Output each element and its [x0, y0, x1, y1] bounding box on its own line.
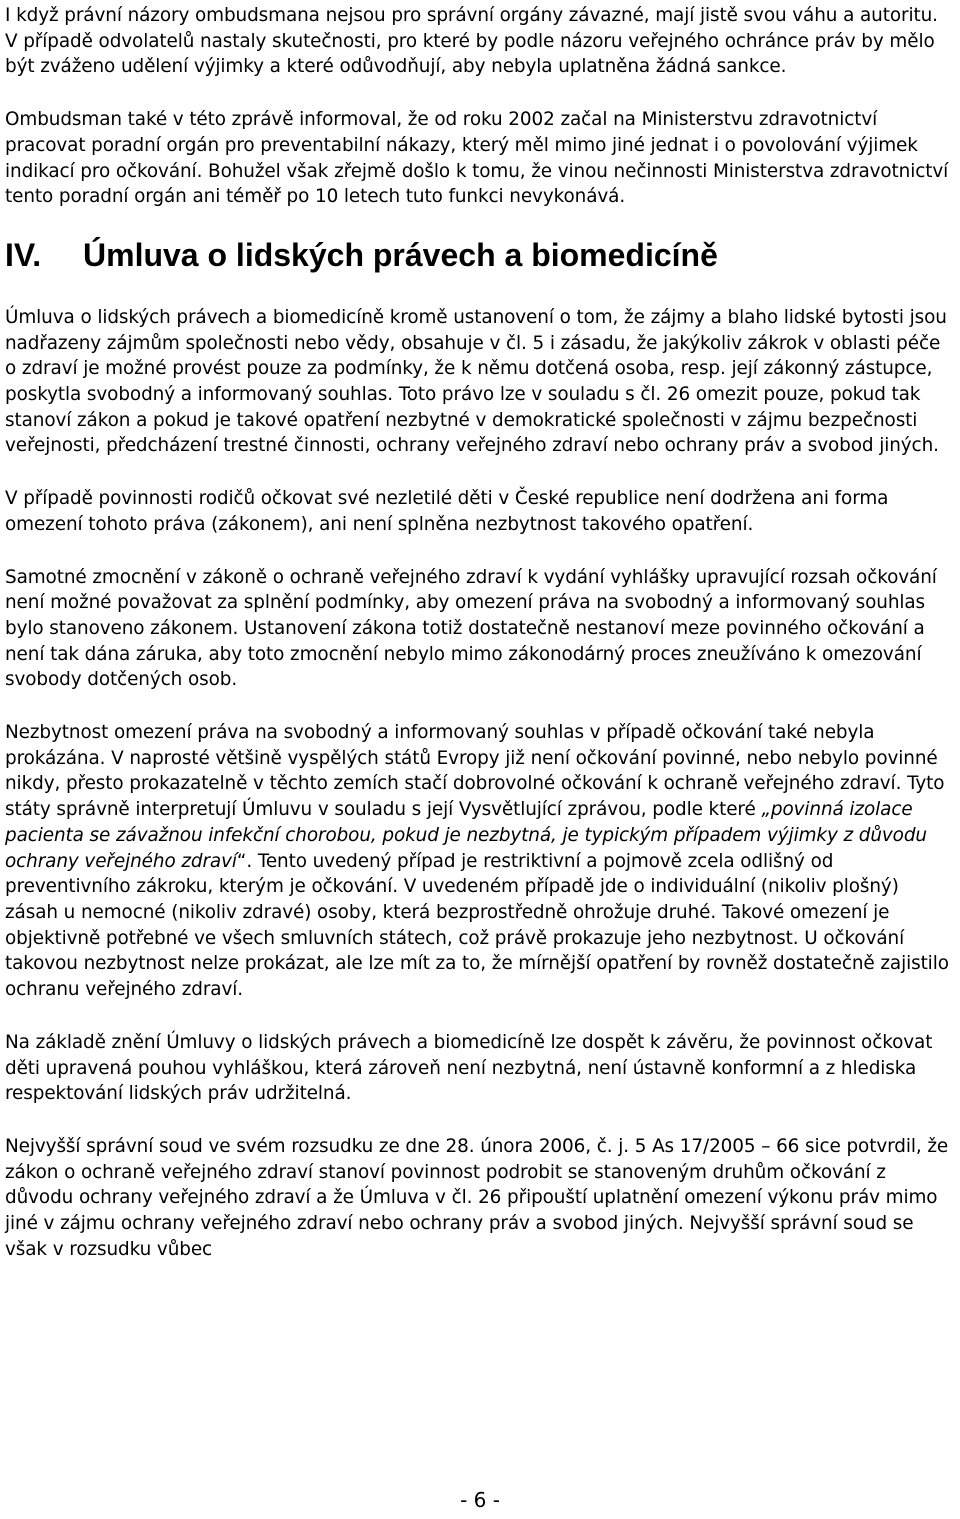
necessity-text-end: “. Tento uvedený případ je restriktivní a pojmově zcela odlišný od preventivního zákroku, kterým je očkování. V uvedeném případě jde o individuální (nikoliv plošný) zásah u nemocné (nikoliv zdravé) osoby, která bezprostředně ohrožuje druhé. Takové omezení je objektivně potřebné ve všech smluvních státech, což právě prokazuje jeho nezbytnost. U očkování takovou nezbytnost nelze prokázat, ale lze mít za to, že mírnější opatření by rovněž dostatečně zajistilo ochranu veřejného zdraví. [5, 850, 949, 1001]
paragraph-conclusion: Na základě znění Úmluvy o lidských právech a biomedicíně lze dospět k závěru, že povinnost očkovat děti upravená pouhou vyhláškou, která zároveň není nezbytná, není ústavně konformní a z hlediska respektování lidských práv udržitelná. [5, 1031, 933, 1105]
paragraph-advisory-body: Ombudsman také v této zprávě informoval, že od roku 2002 začal na Ministerstvu zdravotnictví pracovat poradní orgán pro preventabilní nákazy, který měl mimo jiné jednat i o povolování výjimek indikací pro očkování. Bohužel však zřejmě došlo k tomu, že vinou nečinnosti Ministerstva zdravotnictví tento poradní orgán ani téměř po 10 letech tuto funkci nevykonává. [5, 109, 949, 208]
paragraph-necessity [5, 720, 955, 1003]
section-heading [5, 237, 955, 273]
page-number: - 6 - [460, 1488, 500, 1512]
paragraph-ombudsman-authority: I když právní názory ombudsmana nejsou pro správní orgány závazné, mají jistě svou váhu a autoritu. V případě odvolatelů nastaly skutečnosti, pro které by podle názoru veřejného ochránce práv by mělo být zváženo udělení výjimky a které odůvodňují, aby nebyla uplatněna žádná sankce. [5, 5, 938, 78]
paragraph-convention-consent: Úmluva o lidských právech a biomedicíně kromě ustanovení o tom, že zájmy a blaho lidské bytosti jsou nadřazeny zájmům společnosti nebo vědy, obsahuje v čl. 5 i zásadu, že jakýkoliv zákrok v oblasti péče o zdraví je možné provést pouze za podmínky, že k němu dotčená osoba, resp. její zákonný zástupce, poskytla svobodný a informovaný souhlas. Toto právo lze v souladu s čl. 26 omezit pouze, pokud tak stanoví zákon a pokud je takové opatření nezbytné v demokratické společnosti v zájmu bezpečnosti veřejnosti, předcházení trestné činnosti, ochrany veřejného zdraví nebo ochrany práv a svobod jiných. [5, 306, 947, 457]
paragraph-supreme-court: Nejvyšší správní soud ve svém rozsudku ze dne 28. února 2006, č. j. 5 As 17/2005 – 66 sice potvrdil, že zákon o ochraně veřejného zdraví stanoví povinnost podrobit se stanoveným druhům očkování z důvodu ochrany veřejného zdraví a že Úmluva v čl. 26 připouští uplatnění omezení výkonu práv mimo jiné v zájmu ochrany veřejného zdraví nebo ochrany práv a svobod jiných. Nejvyšší správní soud se však v rozsudku vůbec [5, 1135, 949, 1260]
section-title: Úmluva o lidských právech a biomedicíně [83, 236, 718, 273]
necessity-text-start: Nezbytnost omezení práva na svobodný a informovaný souhlas v případě očkování také nebyla prokázána. V naprosté většině vyspělých států Evropy již není očkování povinné, nebo nebylo povinné nikdy, přesto prokazatelně v těchto zemích stačí dobrovolné očkování k ochraně veřejného zdraví. Tyto státy správně interpretují Úmluvu v souladu s její Vysvětlující zprávou, podle které [5, 722, 945, 821]
paragraph-parental-duty: V případě povinnosti rodičů očkovat své nezletilé děti v České republice není dodržena ani forma omezení tohoto práva (zákonem), ani není splněna nezbytnost takového opatření. [5, 488, 889, 535]
paragraph-delegation: Samotné zmocnění v zákoně o ochraně veřejného zdraví k vydání vyhlášky upravující rozsah očkování není možné považovat za splnění podmínky, aby omezení práva na svobodný a informovaný souhlas bylo stanoveno zákonem. Ustanovení zákona totiž dostatečně nestanoví meze povinného očkování a není tak dána záruka, aby toto zmocnění nebylo mimo zákonodárný proces zneužíváno k omezování svobody dotčených osob. [5, 566, 937, 691]
explanatory-report-quote: „povinná izolace pacienta se závažnou infekční chorobou, pokud je nezbytná, je typickým případem výjimky z důvodu ochrany veřejného zdraví [5, 799, 927, 872]
section-number: IV. [5, 236, 42, 273]
